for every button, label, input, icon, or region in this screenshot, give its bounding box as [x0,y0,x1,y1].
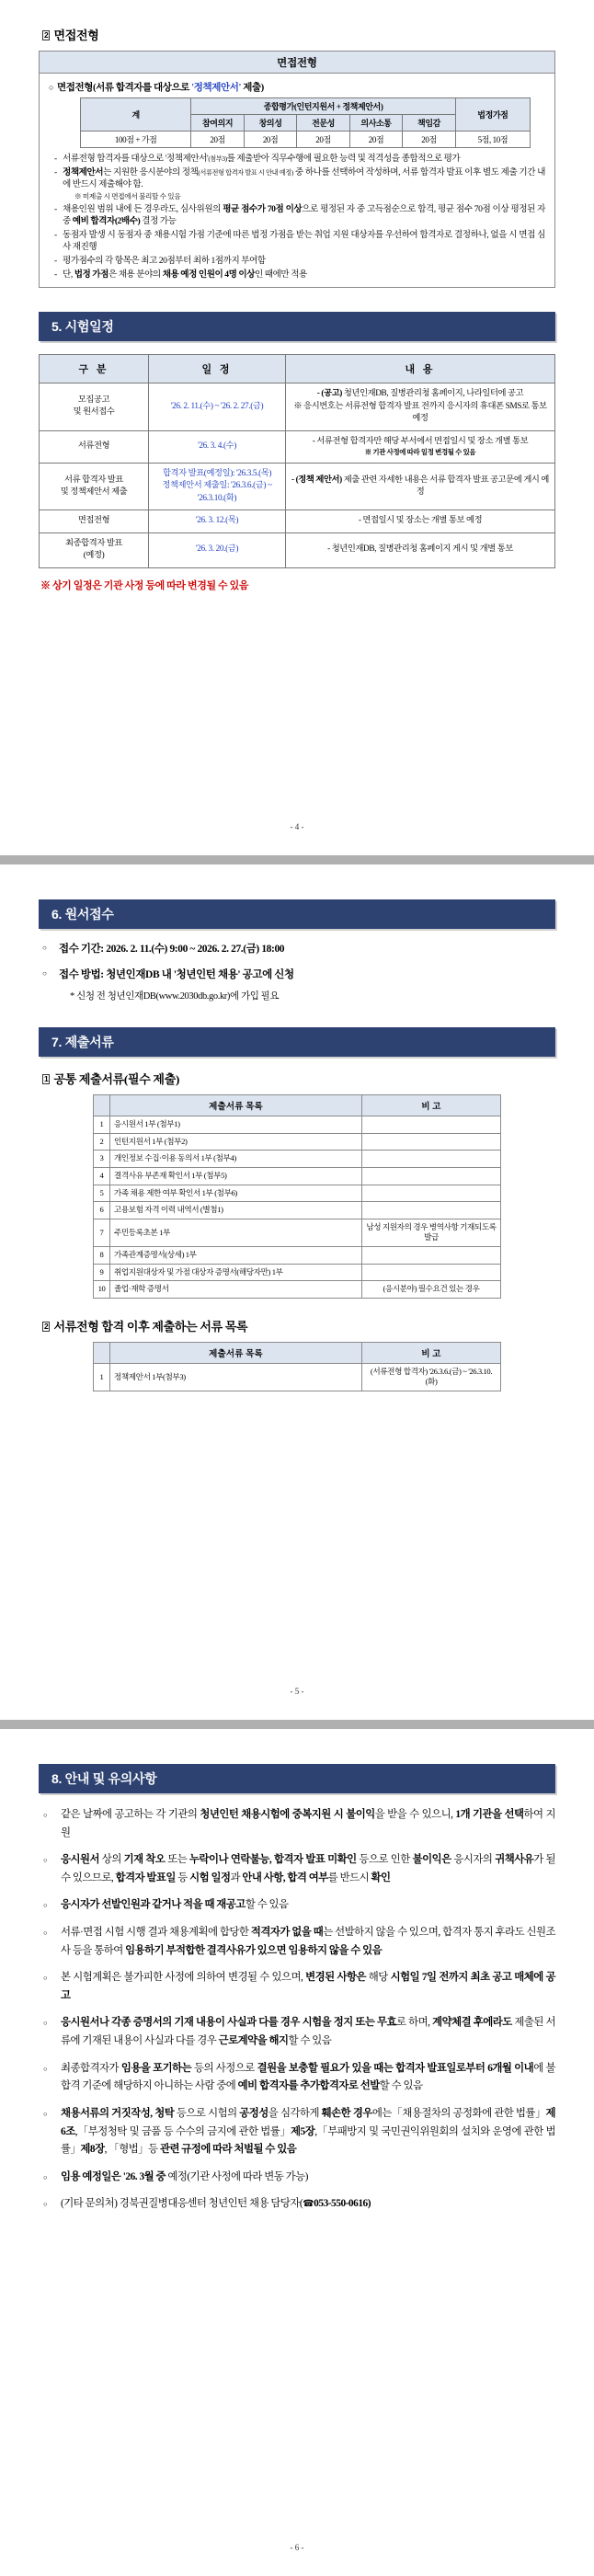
docs-row-number: 9 [94,1264,110,1281]
docs-row-item: 가족관계증명서(상세) 1부 [110,1247,362,1265]
page-footer-6: - 6 - [290,2543,304,2552]
text-run: 하여 지원 [61,1809,555,1838]
interview-intro-suffix: 제출) [240,83,264,93]
text-run: 결정 가능 [140,216,177,227]
docs-row-remark [362,1133,501,1151]
text-strong: 귀책사유 [495,1854,534,1866]
section-bar-5: 5. 시험일정 [39,312,555,341]
schedule-description [286,510,555,532]
text-strong: 정책제안서 [63,166,104,177]
notice-item [39,2105,555,2159]
text-run: 할 수 있음 [288,2035,332,2047]
text-run: 평가점수의 각 항목은 최고 20점부터 최하 1점까지 부여함 [63,256,266,267]
table-row [94,1247,501,1265]
text-run: 또는 [165,1854,190,1866]
score-col-total: 계 [81,98,191,132]
application-info-item [39,967,555,1003]
text-strong: 응시자가 선발인원과 같거나 적을 때 재공고 [61,1899,246,1911]
text-run: , 「형법」등 [104,2144,160,2156]
schedule-description [286,430,555,463]
text-run: ,「부정청탁 및 금품 등 수수의 금지에 관한 법률」 [74,2125,291,2137]
score-value-1: 20점 [244,132,296,148]
phone-icon: ☎ [303,2199,314,2210]
interview-bullet [52,203,545,228]
interview-bullet [52,255,545,268]
schedule-table [39,354,555,567]
score-group-header: 종합평가(인턴지원서 + 정책제안서) [191,98,455,115]
interview-frame [39,51,555,288]
notice-item [39,1851,555,1887]
docs-row-remark [362,1202,501,1219]
text-strong: 결원을 보충할 필요가 있을 때는 합격자 발표일로부터 6개월 이내 [257,2062,534,2074]
notice-item [39,1924,555,1960]
text-strong: 적격자가 없을 때 [250,1927,324,1939]
docs-row-item: 응시원서 1부 (첨부1) [110,1116,362,1134]
text-strong: 채용 예정 인원이 4명 이상 [162,269,256,280]
text-strong: 변경된 사항은 [305,1972,366,1984]
docs-row-number: 10 [94,1281,110,1299]
schedule-description-line: - 청년인재DB, 질병관리청 홈페이지 게시 및 개별 통보 [327,544,513,555]
docs-row-item: 주민등록초본 1부 [110,1219,362,1246]
text-strong: 1개 기관을 선택 [455,1809,524,1820]
text-run: 단, [63,269,74,280]
text-run: 가 될 수 있으므로, [61,1854,556,1883]
table-row [94,1281,501,1299]
post-screening-documents-table [93,1342,501,1391]
text-strong: 평균 점수가 70점 이상 [223,203,303,214]
text-strong: 예비 합격자(2배수) [72,216,141,227]
notice-list [39,1806,555,2214]
schedule-header-0: 구 분 [40,355,149,384]
section-bar-7: 7. 제출서류 [39,1027,555,1057]
score-legal-value: 5점, 10점 [455,132,530,148]
schedule-date: '26. 3. 20.(금) [149,532,286,567]
text-strong: 시험 일정 [189,1872,231,1883]
text-strong: - (정책 제안서) [291,475,342,485]
subsection-marker: 2 [44,30,49,40]
page-5 [0,864,594,1720]
interview-bullet-list [47,153,547,280]
schedule-category: 모집공고 및 원서접수 [40,384,149,430]
score-value-2: 20점 [297,132,349,148]
schedule-category: 최종합격자 발표 (예정) [40,532,149,567]
docs-header-item: 제출서류 목록 [110,1342,362,1363]
score-value-3: 20점 [349,132,402,148]
docs-row-item: 정책제안서 1부(첨부3) [110,1363,362,1391]
docs-header-num [94,1342,110,1363]
schedule-description-line: - (공고) 청년인재DB, 질병관리청 홈페이지, 나라일터에 공고 [316,389,524,399]
docs-row-item: 인턴지원서 1부 (첨부2) [110,1133,362,1151]
interview-intro-line [49,80,547,94]
docs-header-remark: 비 고 [362,1095,501,1116]
docs-row-item: 고용보험 자격 이력 내역서 (별첨1) [110,1202,362,1219]
text-run: 같은 날짜에 공고하는 각 기관의 [61,1809,200,1820]
text-strong: 불이익은 [412,1854,451,1866]
interview-bullet [52,153,545,166]
docs-row-item: 졸업·재학 증명서 [110,1281,362,1299]
text-run: 등 [175,1872,190,1883]
table-row [94,1202,501,1219]
text-run: 본 시험계획은 불가피한 사정에 의하여 변경될 수 있으며, [61,1972,306,1984]
text-run: 를 제출받아 직무수행에 필요한 능력 및 적격성을 종합적으로 평가 [226,154,461,164]
text-strong: 053-550-0616) [314,2198,371,2210]
table-row [94,1219,501,1246]
table-row [94,1168,501,1185]
score-criteria-2: 전문성 [297,115,349,132]
table-row [94,1363,501,1391]
schedule-description-line: - 면접일시 및 장소는 개별 통보 예정 [358,516,483,526]
circle-bullet-icon: ○ [49,83,54,92]
text-run: 는 지원한 응시분야의 정책 [103,166,199,177]
text-strong: 채용서류의 거짓작성, 청탁 [61,2107,175,2119]
score-value-0: 20점 [191,132,244,148]
table-header-row [94,1342,501,1363]
text-run: 는 선발하지 않을 수 있으며, 합격자 통지 후라도 신원조사 등을 통하여 [61,1927,555,1956]
schedule-category: 면접전형 [40,510,149,532]
text-strong: 훼손한 경우 [321,2107,372,2119]
text-strong: 제6조 [61,2107,555,2137]
score-criteria-0: 참여의지 [191,115,244,132]
notice-item [39,1896,555,1915]
schedule-date: 합격자 발표(예정일): '26.3.5.(목) 정책제안서 제출일: '26.3.6.(금) ~ '26.3.10.(화) [149,463,286,509]
text-strong: 응시원서 [61,1854,100,1866]
text-strong: - (공고) [316,389,342,399]
notice-item [39,1806,555,1842]
table-row [94,1185,501,1202]
text-run: 에는「채용절차의 공정화에 관한 법률」 [371,2107,546,2119]
application-info-value: 2026. 2. 11.(수) 9:00 ~ 2026. 2. 27.(금) 18:00 [106,944,285,955]
text-strong: 근로계약을 해지 [218,2035,289,2047]
text-run: 등으로 인한 [356,1854,413,1866]
schedule-description [286,532,555,567]
text-strong: 확인 [371,1872,391,1883]
score-value-4: 20점 [403,132,456,148]
docs-row-number: 7 [94,1219,110,1246]
text-run: 해당 [365,1972,391,1984]
docs-header-num [94,1095,110,1116]
score-criteria-1: 창의성 [244,115,296,132]
table-row [40,430,555,463]
docs-row-number: 8 [94,1247,110,1265]
text-strong: 시험일 7일 전까지 최초 공고 매체에 공고 [61,1972,555,2001]
interview-score-table [80,97,531,148]
text-annotation: (첨부3) [208,155,227,163]
schedule-description [286,384,555,430]
schedule-header-2: 내 용 [286,355,555,384]
text-run: 를 반드시 [327,1872,371,1883]
interview-intro-prefix: 면접전형(서류 합격자를 대상으로 [57,83,192,93]
docs-row-item: 취업지원대상자 및 가점 대상자 증명서(해당자만) 1부 [110,1264,362,1281]
text-run: 동점자 발생 시 동점자 중 채용시험 가점 기준에 따른 법정 가점을 받는 취업 지원 대상자를 우선하여 합격자로 결정하나, 없을 시 면접 심사 재진행 [63,229,545,253]
docs-row-item: 가족 채용 제한 여부 확인서 1부 (첨부6) [110,1185,362,1202]
text-strong: 누락이나 연락불능, 합격자 발표 미확인 [189,1854,357,1866]
docs-list1-heading [42,1070,555,1087]
text-run: 에 불합격 기준에 해당하지 아니하는 사람 중에 [61,2062,556,2092]
notice-item [39,2014,555,2050]
text-strong: 관련 규정에 따라 처벌될 수 있음 [159,2144,297,2156]
table-row [40,463,555,509]
schedule-date: '26. 3. 4.(수) [149,430,286,463]
text-strong: 안내 사항, 합격 여부 [242,1872,328,1883]
docs-row-remark [362,1264,501,1281]
notice-item [39,2195,555,2214]
text-run: 등의 사정으로 [191,2062,257,2074]
text-strong: 공정성 [239,2107,268,2119]
interview-bullet [52,166,545,202]
schedule-warning: ※ 상기 일정은 기관 사정 등에 따라 변경될 수 있음 [40,579,249,591]
docs-row-item: 개인정보 수집·이용 동의서 1부 (첨부4) [110,1151,362,1168]
application-info-list [39,942,555,1003]
docs-row-remark [362,1151,501,1168]
text-run: 과 [230,1872,243,1883]
docs-row-remark [362,1247,501,1265]
schedule-date: '26. 3. 12.(목) [149,510,286,532]
table-row [40,532,555,567]
required-documents-table [93,1094,501,1299]
application-info-label: 접수 방법: [59,969,107,981]
docs-row-remark [362,1116,501,1134]
score-total-value: 100점 + 가점 [81,132,191,148]
schedule-description-line: ※ 응시번호는 서류전형 합격자 발표 전까지 응시자의 휴대폰 SMS로 통보 예정 [293,401,547,424]
schedule-category: 서류전형 [40,430,149,463]
interview-bullet [52,269,545,281]
schedule-description [286,463,555,509]
text-run: 최종합격자가 [61,2062,121,2074]
docs-row-item: 결격사유 부존재 확인서 1부 (첨부5) [110,1168,362,1185]
table-header-row [40,355,555,384]
text-run: 제출된 서류에 기재된 내용이 사실과 다를 경우 [61,2017,555,2047]
docs-list1-title: 공통 제출서류(필수 제출) [53,1072,179,1087]
text-run: 예정(기관 사정에 따라 변동 가능) [166,2170,308,2182]
text-strong: 임용하기 부적합한 결격사유가 있으면 임용하지 않을 수 있음 [125,1944,383,1956]
interview-frame-title: 면접전형 [40,52,554,74]
notice-item [39,1969,555,2005]
section-bar-6: 6. 원서접수 [39,899,555,929]
table-row [94,1151,501,1168]
interview-bullet-note: ※ 미제출 시 면접에서 불리할 수 있음 [74,191,181,200]
table-row [81,132,531,148]
docs-row-number: 2 [94,1133,110,1151]
score-criteria-4: 책임감 [403,115,456,132]
text-run: 할 수 있음 [245,1899,289,1911]
subsection-heading-interview [42,26,555,43]
docs-list2-marker: 2 [44,1321,49,1331]
docs-row-remark [362,1168,501,1185]
application-info-item [39,942,555,957]
docs-header-remark: 비 고 [362,1342,501,1363]
text-annotation: (서류전형 합격자 발표 시 안내 예정) [198,168,293,177]
text-strong: 응시원서나 각종 증명서의 기재 내용이 사실과 다를 경우 시험을 정지 또는 무효 [61,2017,396,2029]
text-strong: 계약체결 후에라도 [432,2017,512,2029]
score-table-wrap [47,97,547,148]
notice-item [39,2060,555,2096]
schedule-description-line: - 서류전형 합격자만 해당 부서에서 면접일시 및 장소 개별 통보 [312,436,529,446]
text-run: 을 받을 수 있으니, [374,1809,456,1820]
text-run: 서류전형 합격자를 대상으로 '정책제안서' [63,154,209,164]
text-run: (기타 문의처) 경북권질병대응센터 청년인턴 채용 담당자( [61,2198,303,2210]
text-run: 응시자의 [451,1854,496,1866]
table-row [94,1116,501,1134]
docs-list2-title: 서류전형 합격 이후 제출하는 서류 목록 [53,1319,248,1334]
application-info-label: 접수 기간: [59,944,107,955]
section-bar-8: 8. 안내 및 유의사항 [39,1764,555,1793]
score-col-legal: 법정가점 [455,98,530,132]
docs-row-number: 1 [94,1116,110,1134]
text-strong: 임용 예정일은 '26. 3월 중 [61,2170,166,2182]
text-strong: 청년인턴 채용시험에 중복지원 시 불이익 [200,1809,375,1820]
table-header-row [94,1095,501,1116]
docs-row-number: 1 [94,1363,110,1391]
interview-intro-highlight: '정책제안서' [191,83,241,93]
table-row [81,98,531,115]
schedule-header-1: 일 정 [149,355,286,384]
application-info-value: 청년인재DB 내 '청년인턴 채용' 공고에 신청 [106,969,294,981]
interview-frame-body [40,74,554,287]
text-strong: 제5장 [291,2125,315,2137]
page-6 [0,1729,594,2576]
docs-list1-marker: 1 [44,1074,49,1084]
docs-list2-heading [42,1317,555,1334]
docs-row-remark: 남성 지원자의 경우 병역사항 기재되도록 발급 [362,1219,501,1246]
table-row [40,510,555,532]
table-row [94,1133,501,1151]
docs-row-number: 4 [94,1168,110,1185]
docs-row-number: 6 [94,1202,110,1219]
schedule-description-line: ※ 기관 사정에 따라 일정 변경될 수 있음 [364,448,476,457]
page-footer-5: - 5 - [290,1687,304,1696]
docs-row-number: 5 [94,1185,110,1202]
text-run: 중 하나를 선택하여 작성하며, 서류 합격자 발표 이후 별도 제출 기간 내에 반드시 제출해야 함. [63,166,545,190]
schedule-date: '26. 2. 11.(수) ~ '26. 2. 27.(금) [149,384,286,430]
text-run: 로 하며, [395,2017,433,2029]
text-strong: 임용을 포기하는 [120,2062,192,2074]
score-criteria-3: 의사소통 [349,115,402,132]
text-run: 으로 평정된 자 중 고득점순으로 합격, 평균 점수 70점 이상 평정된 자 중 [63,203,545,227]
text-run: 인 때에만 적용 [255,269,307,280]
page-4 [0,0,594,855]
text-run: 등으로 시험의 [174,2107,240,2119]
text-run: 채용인원 범위 내에 든 경우라도, 심사위원의 [63,203,223,214]
notice-item [39,2169,555,2187]
text-run: 할 수 있음 [379,2080,423,2092]
docs-row-remark [362,1185,501,1202]
schedule-description-line: - (정책 제안서) 제출 관련 자세한 내용은 서류 합격자 발표 공고문에 게시 예정 [291,475,550,498]
text-strong: 예비 합격자를 추가합격자로 선발 [237,2080,380,2092]
application-info-subnote: * 신청 전 청년인재DB(www.2030db.go.kr)에 가입 필요 [70,990,280,1002]
text-run: 은 채용 분야의 [108,269,163,280]
text-run: 상의 [99,1854,124,1866]
docs-row-remark: (응시분야) 필수요건 있는 경우 [362,1281,501,1299]
schedule-category: 서류 합격자 발표 및 정책제안서 제출 [40,463,149,509]
text-run: ,「부패방지 및 국민권익위원회의 설치와 운영에 관한 법률」 [61,2125,555,2156]
text-run: 서류·면접 시험 시행 결과 채용계획에 합당한 [61,1927,251,1939]
docs-header-item: 제출서류 목록 [110,1095,362,1116]
interview-bullet [52,229,545,254]
text-run: 을 심각하게 [268,2107,322,2119]
table-row [40,384,555,430]
text-strong: 제8장 [80,2144,105,2156]
table-row [94,1264,501,1281]
docs-row-number: 3 [94,1151,110,1168]
subsection-title: 면접전형 [53,29,99,42]
text-strong: 기재 착오 [123,1854,166,1866]
text-strong: 법정 가점 [74,269,109,280]
text-strong: 합격자 발표일 [115,1872,176,1883]
page-footer-4: - 4 - [290,822,304,831]
docs-row-remark: (서류전형 합격자) '26.3.6.(금) ~ '26.3.10.(화) [362,1363,501,1391]
